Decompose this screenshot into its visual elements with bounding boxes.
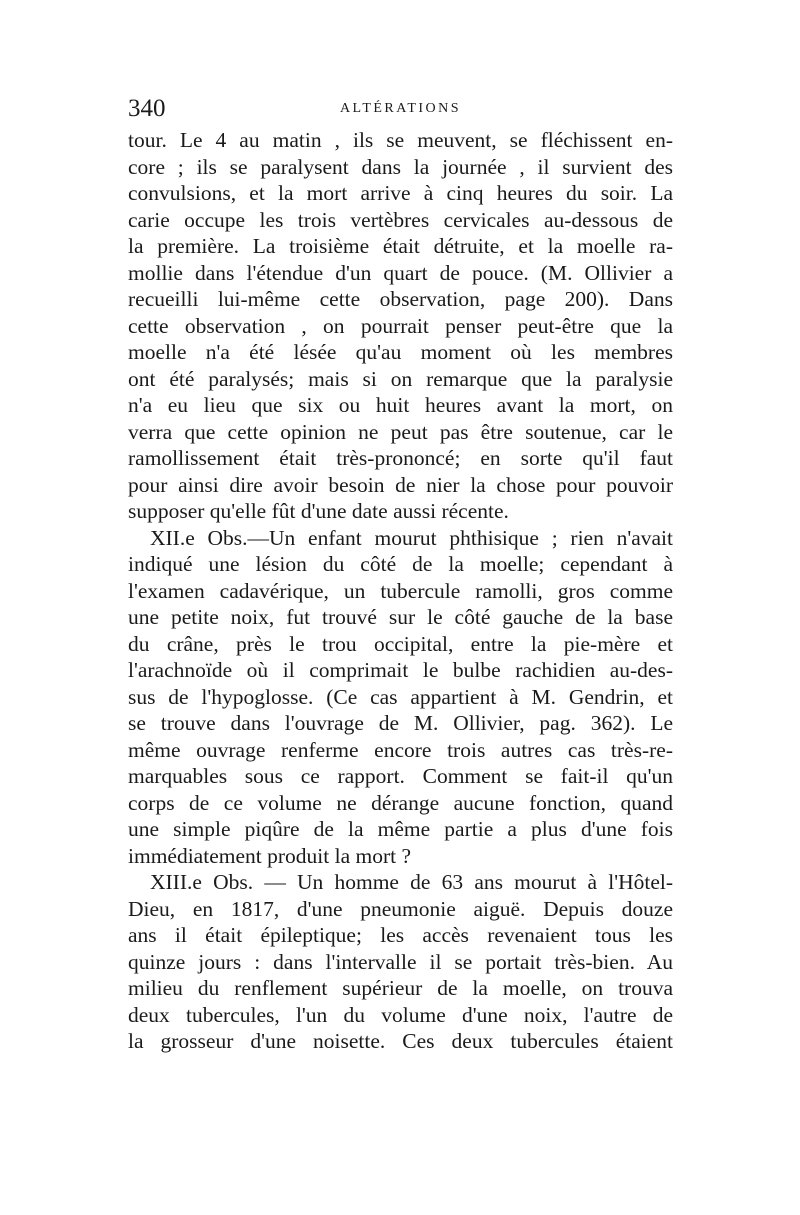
text-line: une petite noix, fut trouvé sur le côté gauche de la base	[128, 605, 673, 629]
text-line: indiqué une lésion du côté de la moelle; cependant à	[128, 552, 673, 576]
text-line: ans il était épileptique; les accès revenaient tous les	[128, 923, 673, 947]
text-line: n'a eu lieu que six ou huit heures avant la mort, on	[128, 393, 673, 417]
text-line: tour. Le 4 au matin , ils se meuvent, se fléchissent en-	[128, 128, 673, 152]
text-line: convulsions, et la mort arrive à cinq heures du soir. La	[128, 181, 673, 205]
text-line: recueilli lui-même cette observation, page 200). Dans	[128, 287, 673, 311]
body-text	[128, 127, 673, 1055]
text-line: l'arachnoïde où il comprimait le bulbe rachidien au-des-	[128, 658, 673, 682]
text-line: carie occupe les trois vertèbres cervicales au-dessous de	[128, 207, 673, 232]
text-line: même ouvrage renferme encore trois autres cas très-re-	[128, 737, 673, 762]
text-line: pour ainsi dire avoir besoin de nier la chose pour pouvoir	[128, 472, 673, 497]
text-line: core ; ils se paralysent dans la journée , il survient des	[128, 154, 673, 179]
page-number: 340	[128, 95, 166, 122]
text-line: verra que cette opinion ne peut pas être soutenue, car le	[128, 419, 673, 444]
running-title: ALTÉRATIONS	[339, 101, 462, 116]
text-line: ont été paralysés; mais si on remarque que la paralysie	[128, 366, 673, 391]
text-line: une simple piqûre de la même partie a plus d'une fois	[128, 817, 673, 841]
running-head	[128, 94, 673, 124]
text-line: XIII.e Obs. — Un homme de 63 ans mourut à l'Hôtel-	[150, 870, 673, 894]
text-line: XII.e Obs.—Un enfant mourut phthisique ; rien n'avait	[150, 525, 673, 550]
text-line: ramollissement était très-prononcé; en sorte qu'il faut	[128, 446, 673, 470]
text-line: mollie dans l'étendue d'un quart de pouce. (M. Ollivier a	[128, 260, 673, 285]
text-line: milieu du renflement supérieur de la moelle, on trouva	[128, 976, 673, 1000]
text-line: marquables sous ce rapport. Comment se fait-il qu'un	[128, 764, 673, 788]
text-line: moelle n'a été lésée qu'au moment où les membres	[128, 340, 673, 364]
text-line: se trouve dans l'ouvrage de M. Ollivier, pag. 362). Le	[128, 711, 673, 735]
text-line: Dieu, en 1817, d'une pneumonie aiguë. Depuis douze	[128, 896, 673, 921]
text-line: immédiatement produit la mort ?	[128, 843, 412, 868]
text-line: cette observation , on pourrait penser peut-être que la	[128, 313, 673, 338]
text-line: quinze jours : dans l'intervalle il se portait très-bien. Au	[128, 949, 673, 974]
text-line: sus de l'hypoglosse. (Ce cas appartient à M. Gendrin, et	[128, 684, 673, 709]
text-line: l'examen cadavérique, un tubercule ramolli, gros comme	[128, 578, 673, 603]
text-line: supposer qu'elle fût d'une date aussi récente.	[128, 499, 509, 523]
text-line: deux tubercules, l'un du volume d'une noix, l'autre de	[128, 1002, 673, 1027]
text-line: la première. La troisième était détruite, et la moelle ra-	[128, 234, 673, 258]
text-line: la grosseur d'une noisette. Ces deux tubercules étaient	[128, 1029, 673, 1053]
text-line: du crâne, près le trou occipital, entre la pie-mère et	[128, 631, 673, 656]
text-line: corps de ce volume ne dérange aucune fonction, quand	[128, 790, 673, 815]
